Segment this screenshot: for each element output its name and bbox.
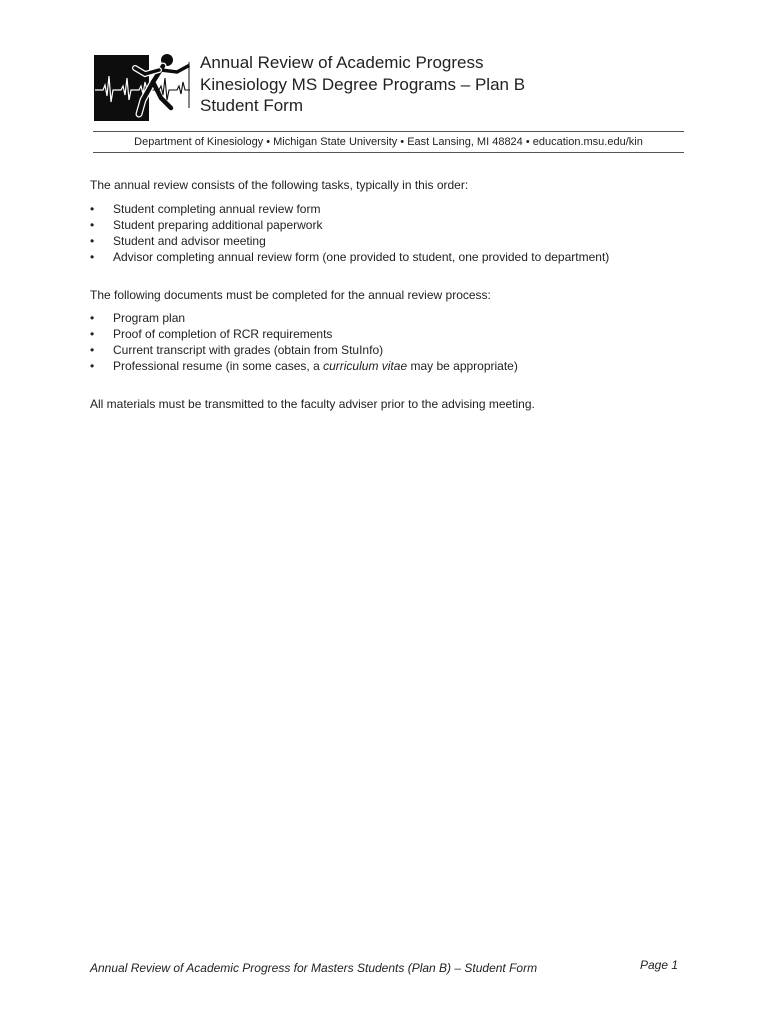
title-line-1: Annual Review of Academic Progress: [200, 53, 484, 72]
bullet-icon: •: [90, 359, 95, 373]
bullet-icon: •: [90, 218, 95, 232]
tasks-list: [90, 201, 609, 265]
tasks-intro: The annual review consists of the following tasks, typically in this order:: [90, 178, 469, 192]
document-title: [200, 52, 525, 117]
list-item: • Proof of completion of RCR requirements: [90, 327, 333, 341]
bullet-icon: •: [90, 327, 95, 341]
kinesiology-logo-icon: [93, 52, 191, 122]
list-item: • Professional resume (in some cases, a curriculum vitae may be appropriate): [90, 359, 518, 373]
bullet-icon: •: [90, 202, 95, 216]
list-item: • Program plan: [90, 311, 186, 325]
header-rule-bottom: [93, 152, 684, 153]
bullet-icon: •: [90, 343, 95, 357]
list-item: • Student completing annual review form: [90, 202, 321, 216]
bullet-icon: •: [90, 311, 95, 325]
emphasis-text: curriculum vitae: [323, 359, 408, 373]
header-rule-top: [93, 131, 684, 132]
department-line: Department of Kinesiology • Michigan State University • East Lansing, MI 48824 • education.msu.edu/kin: [134, 136, 643, 148]
bullet-icon: •: [90, 234, 95, 248]
documents-intro: The following documents must be completed for the annual review process:: [90, 288, 491, 302]
list-item: • Student and advisor meeting: [90, 234, 266, 248]
footer-title: Annual Review of Academic Progress for Masters Students (Plan B) – Student Form: [90, 961, 538, 975]
list-item: • Advisor completing annual review form (one provided to student, one provided to department): [90, 250, 610, 264]
bullet-icon: •: [90, 250, 95, 264]
list-item: • Current transcript with grades (obtain from StuInfo): [90, 343, 384, 357]
documents-list: [90, 310, 518, 374]
title-line-3: Student Form: [200, 96, 303, 115]
title-line-2: Kinesiology MS Degree Programs – Plan B: [200, 74, 526, 94]
closing-note: All materials must be transmitted to the faculty adviser prior to the advising meeting.: [90, 397, 535, 411]
list-item: • Student preparing additional paperwork: [90, 218, 323, 232]
page-number: Page 1: [640, 958, 679, 972]
